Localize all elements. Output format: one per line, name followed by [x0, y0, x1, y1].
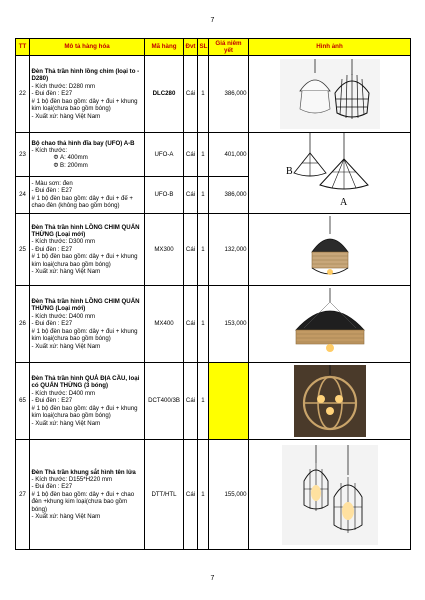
spec-line: - Kích thước: D400 mm — [31, 389, 96, 397]
spec-line: - Đui đèn : E27 — [31, 397, 73, 405]
row-description — [30, 363, 145, 440]
row-code: MX400 — [145, 286, 184, 363]
row-qty: 1 — [198, 214, 209, 286]
globe-lamp-image — [294, 365, 366, 437]
rope-birdcage-lamp-image — [300, 216, 360, 284]
table-row — [16, 440, 411, 550]
product-image-cell — [249, 56, 411, 133]
row-tt: 26 — [16, 286, 30, 363]
row-tt: 27 — [16, 440, 30, 550]
spec-line: # 1 bộ đèn bao gồm: dây + đui + khung kim loại(chưa bao gồm bóng) — [31, 404, 138, 420]
product-image-cell — [249, 133, 411, 214]
row-price: 153,000 — [209, 286, 249, 363]
row-qty: 1 — [198, 363, 209, 440]
table-row — [16, 56, 411, 133]
row-description — [30, 56, 145, 133]
row-description — [30, 286, 145, 363]
header-qty: SL — [198, 39, 209, 56]
row-code: UFO-B — [145, 176, 184, 213]
spec-line: - Kích thước: D155*H220 mm — [31, 475, 113, 483]
product-name: Bộ chao thả hình đĩa bay (UFO) A-B — [31, 139, 135, 147]
header-description: Mô tả hàng hóa — [30, 39, 145, 56]
table-row — [16, 363, 411, 440]
spec-line: - Đui đèn : E27 — [31, 483, 73, 491]
row-price: 132,000 — [209, 214, 249, 286]
spec-line: - Xuất xứ: hàng Việt Nam — [31, 513, 101, 521]
table-row — [16, 133, 411, 177]
header-code: Mã hàng — [145, 39, 184, 56]
ufo-lamp-image — [280, 133, 380, 213]
row-tt: 23 — [16, 133, 30, 177]
header-unit: Đvt — [184, 39, 198, 56]
row-description — [30, 133, 145, 177]
row-description — [30, 176, 145, 213]
spec-line: # 1 bộ đèn bao gồm: dây + đui + đế + chao đèn (không bao gồm bóng) — [31, 194, 133, 210]
product-image-cell — [249, 440, 411, 550]
spec-line: - Màu sơn: đen — [31, 180, 73, 188]
row-price: 155,000 — [209, 440, 249, 550]
spec-line: - Đui đèn : E27 — [31, 187, 73, 195]
row-price — [209, 363, 249, 440]
product-image-cell — [249, 363, 411, 440]
spec-line: - Xuất xứ: hàng Việt Nam — [31, 342, 101, 350]
row-price: 401,000 — [209, 133, 249, 177]
product-name: Đèn Thả trần hình LỒNG CHIM QUẤN THỪNG (Loại mới) — [31, 223, 140, 238]
spec-line: - Xuất xứ: hàng Việt Nam — [31, 112, 101, 120]
spec-line: # 1 bộ đèn bao gồm: dây + đui + khung kim loại(chưa bao gồm bóng) — [31, 97, 138, 113]
row-code: UFO-A — [145, 133, 184, 177]
row-description — [30, 214, 145, 286]
product-image-cell — [249, 214, 411, 286]
row-qty: 1 — [198, 440, 209, 550]
row-unit: Cái — [184, 440, 198, 550]
row-unit: Cái — [184, 214, 198, 286]
row-unit: Cái — [184, 56, 198, 133]
table-row — [16, 214, 411, 286]
row-tt: 25 — [16, 214, 30, 286]
page-number-top: 7 — [210, 17, 215, 24]
spec-line: - Đui đèn : E27 — [31, 245, 73, 253]
row-price: 386,000 — [209, 176, 249, 213]
spec-line: # 1 bộ đèn bao gồm: dây + đui + khung kim loại(chưa bao gồm bóng) — [31, 253, 138, 268]
label-b: B — [285, 166, 293, 177]
spec-line: Φ A: 400mm — [53, 154, 88, 162]
product-name: Đèn Thả trần khung sắt hình tên lửa — [31, 468, 136, 476]
row-unit: Cái — [184, 363, 198, 440]
row-code: DCT400/3B — [145, 363, 184, 440]
product-name: Đèn Thả trần hình LỒNG CHIM QUẤN THỪNG (Loại mới) — [31, 298, 140, 313]
row-tt: 24 — [16, 176, 30, 213]
row-description — [30, 440, 145, 550]
spec-line: - Kích thước: — [31, 146, 68, 154]
header-price: Giá niêm yết — [209, 39, 249, 56]
spec-line: - Đui đèn : E27 — [31, 320, 73, 328]
header-tt: TT — [16, 39, 30, 56]
rope-dome-lamp-image — [288, 288, 372, 360]
table-header-row — [16, 39, 411, 56]
row-qty: 1 — [198, 286, 209, 363]
product-table — [15, 38, 411, 550]
spec-line: - Kích thước: D400 mm — [31, 312, 96, 320]
spec-line: # 1 bộ đèn bao gồm: dây + đui + khung kim loại(chưa bao gồm bóng) — [31, 327, 138, 343]
row-unit: Cái — [184, 133, 198, 177]
row-price: 386,000 — [209, 56, 249, 133]
label-a: A — [339, 197, 347, 208]
spec-line: - Kích thước: D280 mm — [31, 82, 96, 90]
row-tt: 65 — [16, 363, 30, 440]
table-row — [16, 286, 411, 363]
spec-line: Φ B: 200mm — [53, 161, 88, 169]
row-tt: 22 — [16, 56, 30, 133]
row-qty: 1 — [198, 133, 209, 177]
page-number-bottom: 7 — [210, 575, 215, 582]
row-unit: Cái — [184, 286, 198, 363]
row-code: DLC280 — [145, 56, 184, 133]
product-name: Đèn Thả trần hình QUẢ ĐỊA CẦU, loại có QUẤN THỪNG (3 bóng) — [31, 375, 140, 390]
product-image-cell — [249, 286, 411, 363]
spec-line: - Đui đèn : E27 — [31, 90, 73, 98]
product-name: Đèn Thả trần hình lồng chim (loại to - D280) — [31, 68, 140, 83]
row-code: MX300 — [145, 214, 184, 286]
birdcage-lamp-image — [280, 59, 380, 129]
spec-line: - Xuất xứ: hàng Việt Nam — [31, 419, 101, 427]
row-qty: 1 — [198, 176, 209, 213]
spec-line: - Xuất xứ: hàng Việt Nam — [31, 268, 101, 276]
header-image: Hình ảnh — [249, 39, 411, 56]
row-qty: 1 — [198, 56, 209, 133]
row-unit: Cái — [184, 176, 198, 213]
rocket-cage-lamp-image — [282, 445, 378, 545]
spec-line: # 1 bộ đèn bao gồm: dây + đui + chao đèn +khung kim loại(chưa bao gồm bóng) — [31, 490, 135, 513]
spec-line: - Kích thước: D300 mm — [31, 238, 96, 246]
row-code: DTT/HTL — [145, 440, 184, 550]
